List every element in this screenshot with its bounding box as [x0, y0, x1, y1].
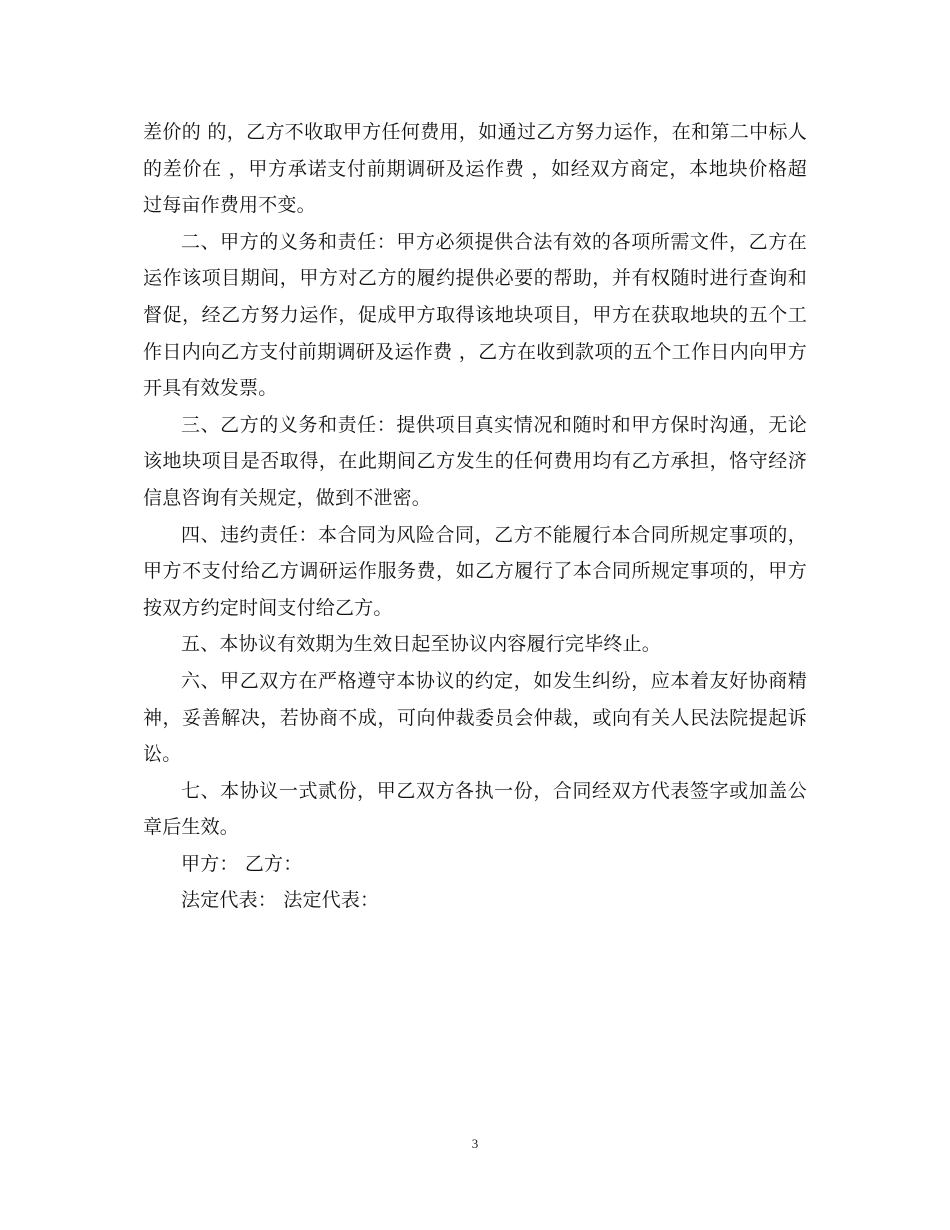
signature-legal-representatives: 法定代表： 法定代表： [181, 889, 380, 912]
signature-parties: 甲方： 乙方： [181, 852, 303, 875]
paragraph-validity-period: 五、本协议有效期为生效日起至协议内容履行完毕终止。 [181, 633, 662, 656]
paragraph-price-difference: 差价的 的，乙方不收取甲方任何费用，如通过乙方努力运作，在和第二中标人的差价在 ，甲方承诺支付前期调研及运作费 ，如经双方商定，本地块价格超过每亩作费用不变。 [143, 121, 807, 217]
paragraph-dispute-resolution: 六、甲乙双方在严格遵守本协议的约定，如发生纠纷，应本着友好协商精神，妥善解决，若协商不成，可向仲裁委员会仲裁，或向有关人民法院提起诉讼。 [143, 669, 807, 766]
paragraph-breach-liability: 四、违约责任：本合同为风险合同，乙方不能履行本合同所规定事项的，甲方不支付给乙方调研运作服务费，如乙方履行了本合同所规定事项的，甲方按双方约定时间支付给乙方。 [143, 523, 807, 619]
paragraph-copies-effectiveness: 七、本协议一式贰份，甲乙双方各执一份，合同经双方代表签字或加盖公章后生效。 [143, 779, 807, 839]
paragraph-party-a-obligations: 二、甲方的义务和责任：甲方必须提供合法有效的各项所需文件，乙方在运作该项目期间，甲方对乙方的履约提供必要的帮助，并有权随时进行查询和督促，经乙方努力运作，促成甲方取得该地块项目，甲方在获取地块的五个工作日内向乙方支付前期调研及运作费 ，乙方在收到款项的五个工作日内向甲方开具有效发票。 [143, 230, 807, 400]
page-number: 3 [471, 1136, 479, 1151]
contract-body [143, 114, 807, 919]
paragraph-party-b-obligations: 三、乙方的义务和责任：提供项目真实情况和随时和甲方保时沟通，无论该地块项目是否取得，在此期间乙方发生的任何费用均有乙方承担，恪守经济信息咨询有关规定，做到不泄密。 [143, 413, 807, 509]
